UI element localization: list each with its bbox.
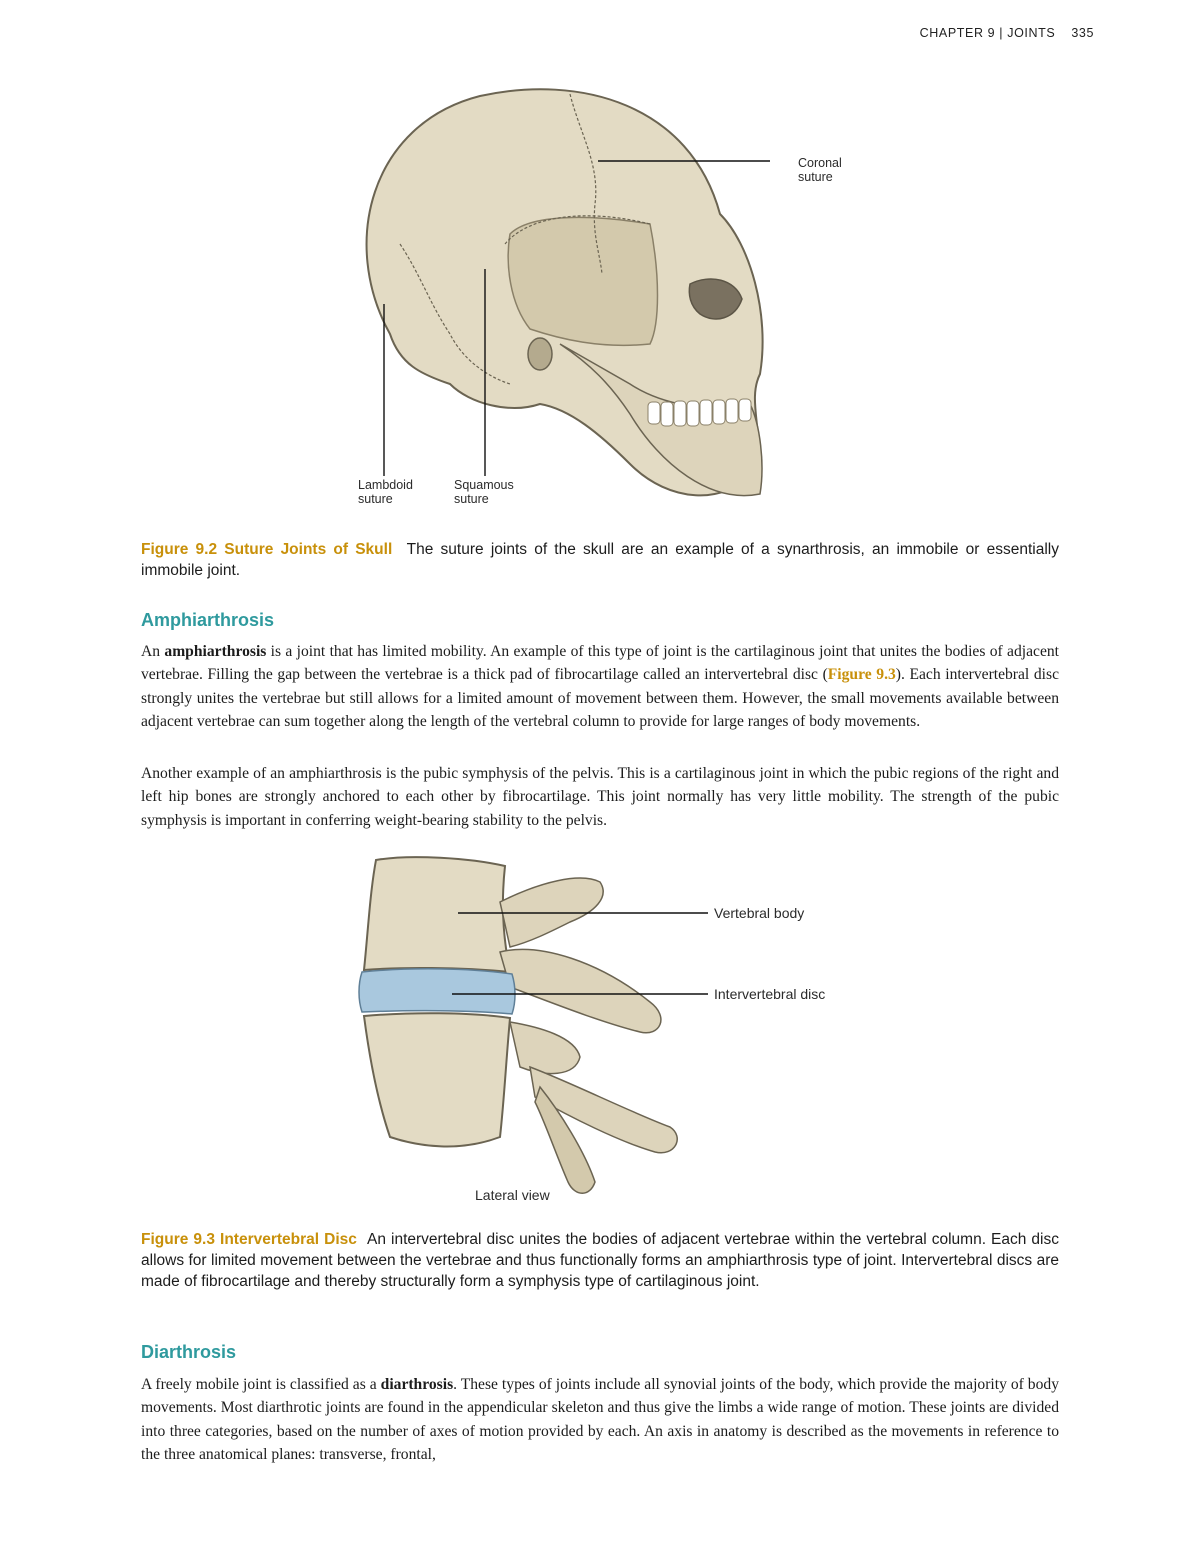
- figure-9-2-caption-title: Figure 9.2 Suture Joints of Skull: [141, 541, 393, 558]
- page-number: 335: [1071, 26, 1094, 40]
- term-diarthrosis: diarthrosis: [380, 1376, 454, 1393]
- figure-skull-illustration: [330, 84, 870, 520]
- term-amphiarthrosis: amphiarthrosis: [164, 643, 267, 660]
- lower-articular-process: [510, 1022, 580, 1074]
- figure-9-3-link[interactable]: Figure 9.3: [827, 666, 896, 684]
- chapter-title: CHAPTER 9 | JOINTS: [919, 26, 1056, 40]
- ear-opening: [528, 338, 552, 370]
- intervertebral-disc-shape: [359, 969, 515, 1014]
- figure-vertebrae-illustration: [340, 852, 860, 1212]
- amphiarthrosis-paragraph-2: Another example of an amphiarthrosis is the pubic symphysis of the pelvis. This is a cartilaginous joint in which the pubic regions of the right and left hip bones are strongly anchored to each other by fibrocartilage. This joint normally has very little mobility. The strength of the pubic symphysis is important in conferring weight-bearing stability to the pelvis.: [141, 765, 1059, 829]
- upper-vertebral-body: [364, 857, 510, 972]
- amphiarthrosis-paragraph-1: An amphiarthrosis is a joint that has limited mobility. An example of this type of joint is the cartilaginous joint that unites the bodies of adjacent vertebrae. Filling the gap between the vertebrae is a thick pad of fibrocartilage called an intervertebral disc (Figure 9.3). Each intervertebral disc strongly unites the vertebrae but still allows for a limited amount of movement between them. However, the small movements available between adjacent vertebrae can sum together along the length of the vertebral column to provide for large ranges of body movements.: [141, 643, 1059, 730]
- figure-9-3-caption-text: An intervertebral disc unites the bodies of adjacent vertebrae within the vertebral column. Each disc allows for limited movement between the vertebrae and thus functionally forms an amphiarthrosis type of joint. Intervertebral discs are made of fibrocartilage and thereby structurally form a symphysis type of cartilaginous joint.: [141, 1231, 1060, 1290]
- skull-drawing: [330, 84, 870, 520]
- upper-posterior-process: [500, 949, 661, 1032]
- vertebral-body-label: Vertebral body: [714, 905, 805, 921]
- coronal-suture-label: Coronal suture: [798, 156, 842, 184]
- squamous-suture-label: Squamous suture: [454, 478, 514, 506]
- amphiarthrosis-heading: Amphiarthrosis: [141, 610, 275, 630]
- figure-9-3-caption-title: Figure 9.3 Intervertebral Disc: [141, 1231, 357, 1248]
- lambdoid-suture-label: Lambdoid suture: [358, 478, 413, 506]
- lower-vertebral-body: [364, 1013, 510, 1146]
- temporal-region: [508, 217, 657, 345]
- figure-9-2-caption-text: The suture joints of the skull are an example of a synarthrosis, an immobile or essentially immobile joint.: [141, 541, 1059, 579]
- diarthrosis-paragraph-1: A freely mobile joint is classified as a diarthrosis. These types of joints include all synovial joints of the body, which provide the majority of body movements. Most diarthrotic joints are found in the appendicular skeleton and thus give the limbs a wide range of motion. These joints are divided into three categories, based on the number of axes of motion provided by each. An axis in anatomy is described as the movements in reference to the three anatomical planes: transverse, frontal,: [141, 1376, 1059, 1463]
- figure-9-3-caption: [141, 1229, 1059, 1292]
- diarthrosis-heading: Diarthrosis: [141, 1342, 237, 1362]
- intervertebral-disc-label: Intervertebral disc: [714, 986, 826, 1002]
- figure-9-2-caption: [141, 539, 1059, 581]
- lateral-view-label: Lateral view: [475, 1187, 550, 1203]
- page-header: [920, 26, 1094, 40]
